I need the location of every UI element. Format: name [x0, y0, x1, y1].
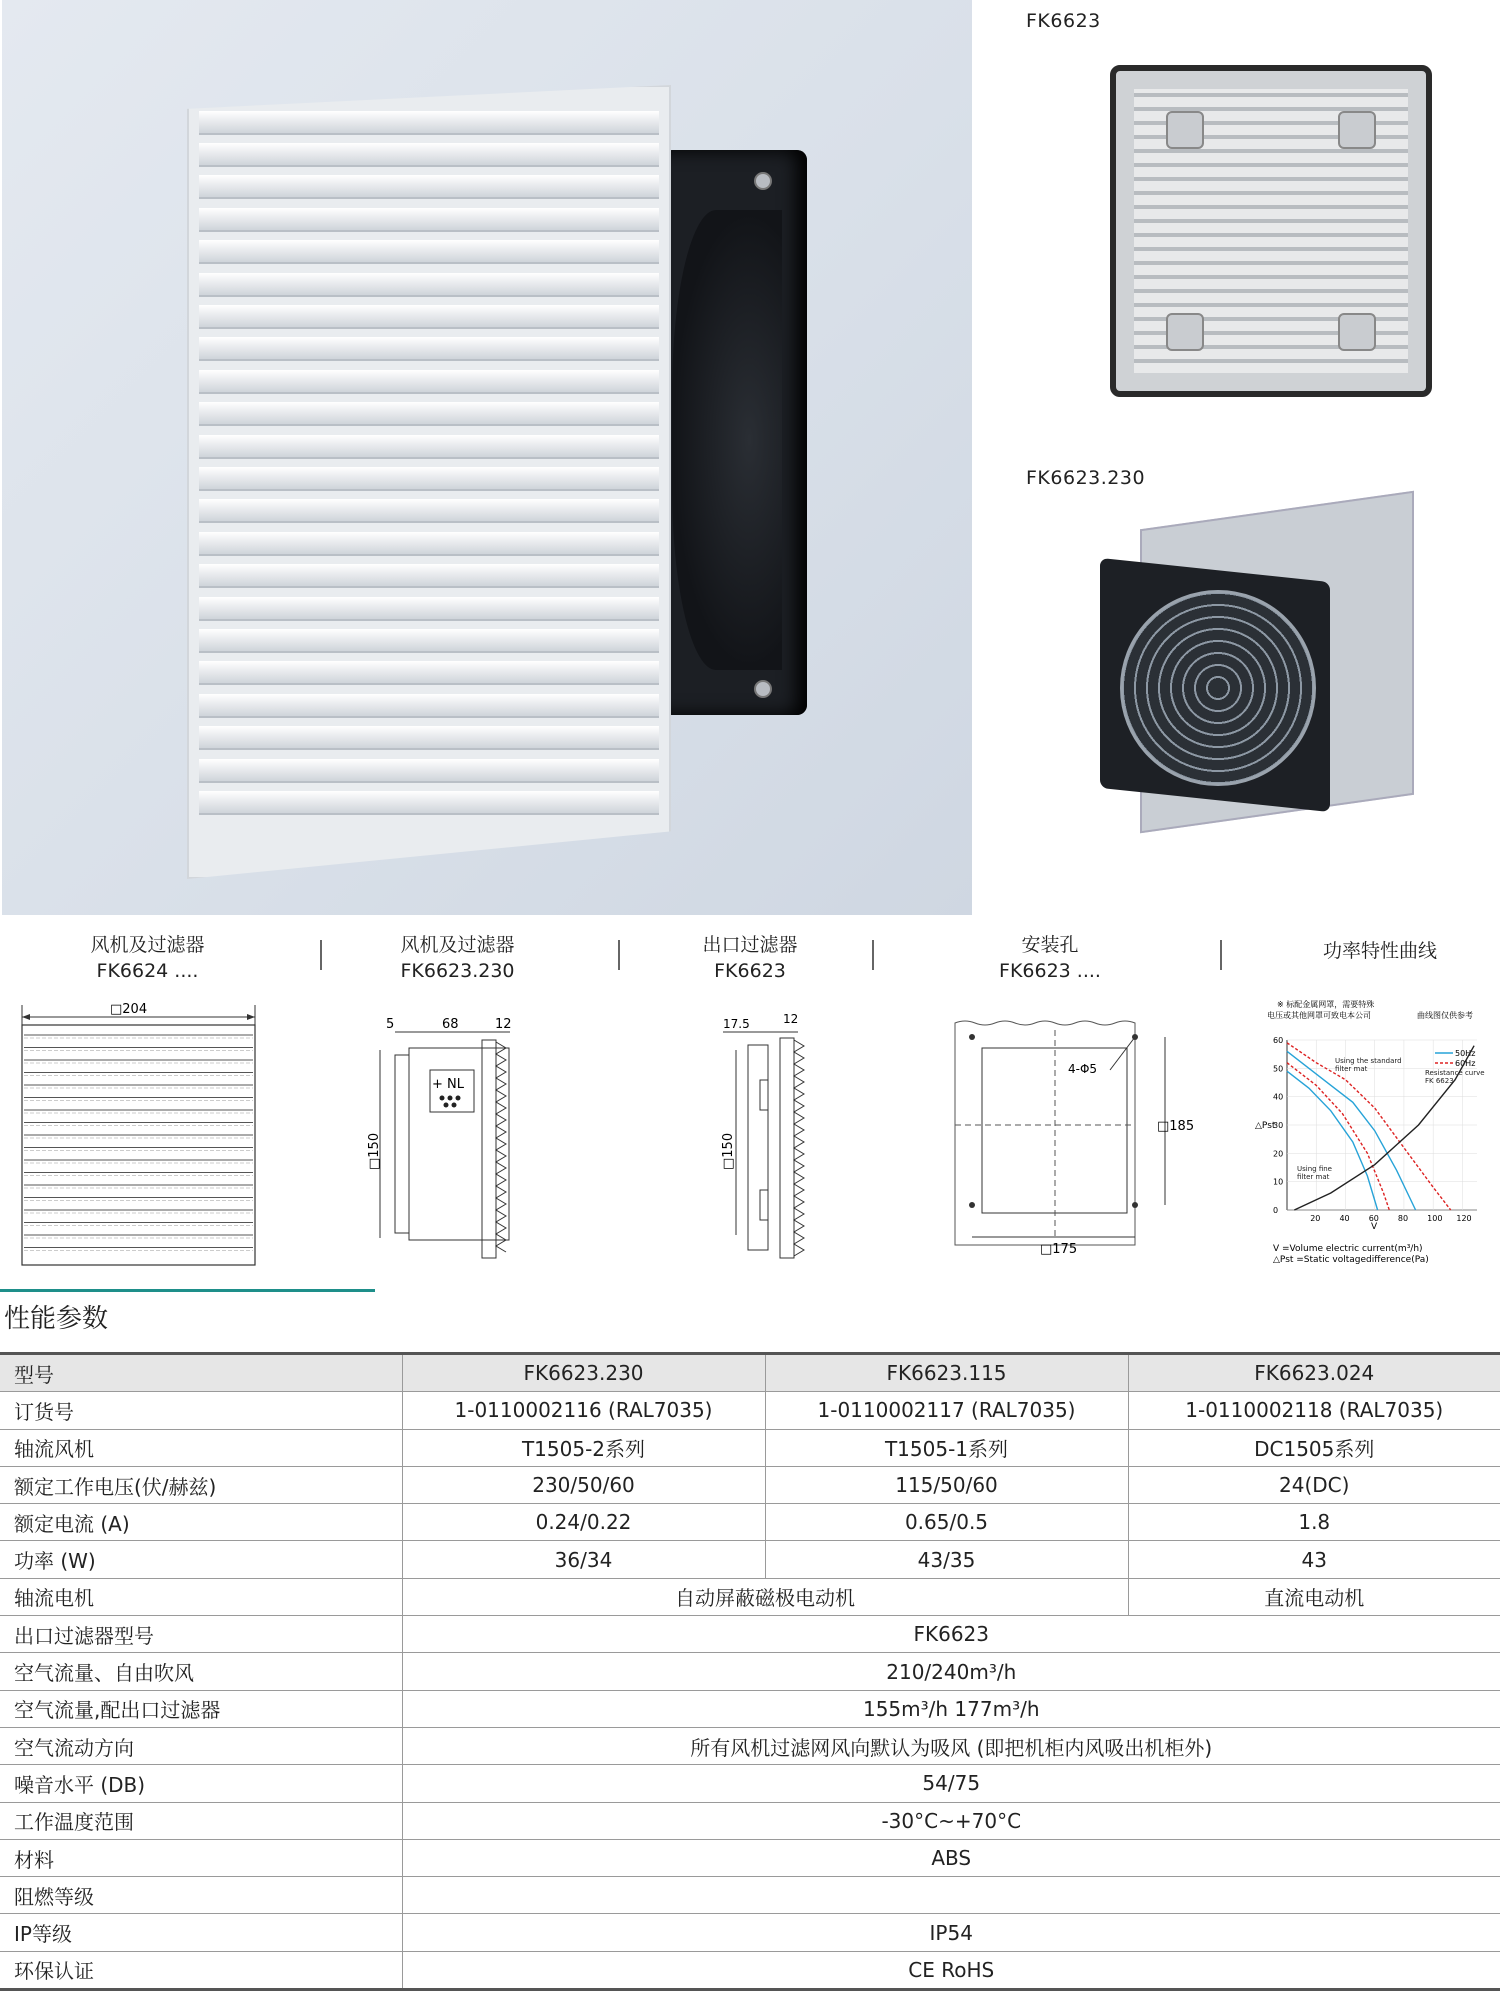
hole-icon: [1132, 1202, 1138, 1208]
screw-icon: [754, 680, 772, 698]
louvered-grille: [187, 85, 671, 879]
divider: [1220, 940, 1222, 970]
cell-value: CE RoHS: [402, 1951, 1500, 1989]
table-row: [0, 1392, 1500, 1429]
dim-204: □204: [110, 1002, 148, 1017]
grille-frame: [780, 1038, 794, 1258]
dim-12: 12: [783, 1012, 799, 1026]
curve-note: 曲线图仅供参考: [1417, 1011, 1473, 1020]
mount-tab: [1338, 111, 1376, 149]
drawing-name: 风机及过滤器: [400, 934, 515, 956]
louver-slat: [199, 370, 660, 394]
terminal-label: + NL: [432, 1077, 464, 1092]
drawing-title-2: [375, 932, 540, 984]
cell-230: 230/50/60: [402, 1466, 765, 1503]
terminal-pin: [452, 1103, 457, 1108]
row-label: 环保认证: [0, 1951, 402, 1989]
y-tick-label: 0: [1273, 1206, 1279, 1215]
arrow-icon: [22, 1014, 30, 1020]
x-tick-label: 80: [1397, 1214, 1409, 1223]
cell-value: -30°C~+70°C: [402, 1802, 1500, 1839]
table-row: [0, 1802, 1500, 1839]
std-mat-note: Using the standard filter mat: [1335, 1057, 1402, 1073]
drawing-outlet-filter: [708, 1010, 818, 1270]
cell-value: FK6623: [402, 1616, 1500, 1653]
drawing-title-5: [1300, 938, 1460, 964]
y-tick-label: 50: [1273, 1064, 1284, 1074]
terminal-pin: [456, 1096, 461, 1101]
divider: [320, 940, 322, 970]
table-row: [0, 1877, 1500, 1914]
fan-blade: [672, 210, 782, 670]
y-tick-label: 10: [1273, 1177, 1284, 1187]
louver-slat: [199, 273, 660, 297]
fan-plate: [395, 1055, 409, 1233]
louver-slat: [199, 661, 660, 685]
grille-outline: [22, 1025, 255, 1265]
divider: [872, 940, 874, 970]
table-row: [0, 1653, 1500, 1690]
row-label: 噪音水平 (DB): [0, 1765, 402, 1802]
drawing-name: 风机及过滤器: [90, 934, 205, 956]
drawing-title-4: [975, 932, 1125, 984]
x-tick-label: 100: [1427, 1214, 1443, 1223]
x-tick-label: 60: [1368, 1214, 1379, 1223]
row-label: 额定工作电压(伏/赫兹): [0, 1466, 402, 1503]
louver-slat: [199, 694, 660, 718]
louver-slat: [199, 597, 660, 621]
cell-115: 115/50/60: [765, 1466, 1128, 1503]
row-label: 空气流动方向: [0, 1727, 402, 1764]
dim-185: □185: [1157, 1119, 1195, 1134]
mount-tab: [1166, 313, 1204, 351]
drawing-side-fan: [367, 1010, 530, 1270]
table-row: [0, 1951, 1500, 1989]
row-label: 空气流量、自由吹风: [0, 1653, 402, 1690]
table-row: [0, 1765, 1500, 1802]
dim-12: 12: [495, 1017, 512, 1032]
hole-icon: [969, 1034, 975, 1040]
cell-value: 155m³/h 177m³/h: [402, 1690, 1500, 1727]
cell-024: 1.8: [1128, 1504, 1500, 1541]
filter-plate: [748, 1045, 768, 1250]
curve-footnote: △Pst =Static voltagedifference(Pa): [1273, 1255, 1429, 1265]
header-model-115: FK6623.115: [765, 1354, 1128, 1392]
cell-value: 54/75: [402, 1765, 1500, 1802]
terminal-pin: [448, 1096, 453, 1101]
louver-slat: [199, 759, 660, 783]
louver-slat: [199, 467, 660, 491]
section-accent-line: [0, 1289, 375, 1292]
curve-footnote: V =Volume electric current(m³/h): [1273, 1244, 1423, 1254]
x-tick-label: 120: [1456, 1214, 1472, 1223]
row-label: 轴流风机: [0, 1429, 402, 1466]
dim-5: 5: [386, 1017, 395, 1032]
louver-slat: [199, 726, 660, 750]
dim-68: 68: [442, 1017, 459, 1032]
row-label: 空气流量,配出口过滤器: [0, 1690, 402, 1727]
dim-175: □175: [1040, 1242, 1078, 1257]
grille-frame: [482, 1040, 496, 1258]
louver-slat: [199, 629, 660, 653]
louver-slat: [199, 240, 660, 264]
y-tick-label: 40: [1273, 1092, 1284, 1102]
cell-value: ABS: [402, 1839, 1500, 1876]
y-tick-label: 20: [1273, 1149, 1284, 1159]
legend-50hz: 50Hz: [1455, 1049, 1476, 1058]
fan-photo-label: FK6623.230: [1026, 467, 1146, 489]
hole-icon: [969, 1202, 975, 1208]
cell-024: 24(DC): [1128, 1466, 1500, 1503]
louver-slat: [199, 564, 660, 588]
filter-photo-label: FK6623: [1026, 10, 1101, 32]
curve-note: 电压或其他网罩可致电本公司: [1267, 1011, 1371, 1020]
cell-115: 0.65/0.5: [765, 1504, 1128, 1541]
cell-230: 36/34: [402, 1541, 765, 1578]
row-label: 轴流电机: [0, 1578, 402, 1615]
dim-150: □150: [367, 1132, 382, 1170]
cell-024: DC1505系列: [1128, 1429, 1500, 1466]
cell-230: T1505-2系列: [402, 1429, 765, 1466]
drawing-name: 安装孔: [1021, 934, 1079, 956]
grille-sawtooth: [496, 1042, 506, 1252]
drawing-model: FK6623: [714, 960, 786, 982]
clip: [760, 1190, 768, 1220]
louver-slat: [199, 402, 660, 426]
drawing-front-grille: [10, 995, 265, 1270]
product-photo-outlet-filter: [1110, 65, 1432, 397]
row-label: 订货号: [0, 1392, 402, 1429]
row-label: 材料: [0, 1839, 402, 1876]
spec-table: [0, 1352, 1500, 1991]
performance-curve-chart: [1255, 995, 1500, 1275]
row-label: 出口过滤器型号: [0, 1616, 402, 1653]
drawing-model: FK6623.230: [400, 960, 515, 982]
table-row: [0, 1541, 1500, 1578]
product-photo-fan-230: [1100, 510, 1410, 820]
cell-230: 0.24/0.22: [402, 1504, 765, 1541]
legend-60hz: 60Hz: [1455, 1059, 1476, 1068]
row-label: 工作温度范围: [0, 1802, 402, 1839]
louver-slat: [199, 791, 660, 815]
louver-slat: [199, 175, 660, 199]
dim-hole: 4-Φ5: [1068, 1062, 1098, 1076]
row-label: 阻燃等级: [0, 1877, 402, 1914]
table-row: [0, 1914, 1500, 1951]
x-tick-label: 40: [1339, 1214, 1350, 1223]
cell-value: [402, 1877, 1500, 1914]
curve-note: ※ 标配金属网罩，需要特殊: [1277, 1000, 1375, 1009]
cell-024: 1-0110002118 (RAL7035): [1128, 1392, 1500, 1429]
dim-150: □150: [721, 1132, 736, 1170]
louver-slat: [199, 435, 660, 459]
terminal-pin: [444, 1103, 449, 1108]
cell-value: IP54: [402, 1914, 1500, 1951]
cell-115: 1-0110002117 (RAL7035): [765, 1392, 1128, 1429]
drawing-title-1: [65, 932, 230, 984]
x-tick-label: 20: [1310, 1214, 1321, 1223]
row-label: IP等级: [0, 1914, 402, 1951]
y-tick-label: 60: [1273, 1036, 1284, 1045]
louver-slat: [199, 305, 660, 329]
louver-slat: [199, 208, 660, 232]
cell-115: T1505-1系列: [765, 1429, 1128, 1466]
mount-tab: [1166, 111, 1204, 149]
y-axis-label: △Pst: [1255, 1121, 1276, 1131]
dim-17-5: 17.5: [723, 1017, 750, 1031]
drawing-model: FK6623 ....: [999, 960, 1101, 982]
table-row: [0, 1727, 1500, 1764]
row-label: 额定电流 (A): [0, 1504, 402, 1541]
section-title: 性能参数: [4, 1304, 109, 1334]
mount-tab: [1338, 313, 1376, 351]
louver-slat: [199, 111, 660, 135]
clip: [760, 1080, 768, 1110]
cell-115: 43/35: [765, 1541, 1128, 1578]
louver-slat: [199, 143, 660, 167]
cell-ac-motor: 自动屏蔽磁极电动机: [402, 1578, 1128, 1615]
table-row: [0, 1690, 1500, 1727]
cell-dc-motor: 直流电动机: [1128, 1578, 1500, 1615]
screw-icon: [754, 172, 772, 190]
divider: [618, 940, 620, 970]
table-row: [0, 1504, 1500, 1541]
header-model-230: FK6623.230: [402, 1354, 765, 1392]
louver-slat: [199, 499, 660, 523]
cell-value: 所有风机过滤网风向默认为吸风 (即把机柜内风吸出机柜外): [402, 1727, 1500, 1764]
grille-sawtooth: [794, 1040, 804, 1256]
y-tick-label: 30: [1273, 1121, 1284, 1130]
cell-value: 210/240m³/h: [402, 1653, 1500, 1690]
row-label: 功率 (W): [0, 1541, 402, 1578]
x-axis-label: V: [1371, 1222, 1378, 1232]
louver-slat: [199, 337, 660, 361]
table-header-row: [0, 1354, 1500, 1392]
drawing-mounting-hole: [950, 1015, 1195, 1255]
header-model-024: FK6623.024: [1128, 1354, 1500, 1392]
terminal-pin: [440, 1096, 445, 1101]
cell-024: 43: [1128, 1541, 1500, 1578]
drawing-name: 功率特性曲线: [1322, 940, 1437, 962]
fan-guard-icon: [1120, 590, 1316, 786]
resistance-note: Resistance curve FK 6623: [1425, 1069, 1485, 1085]
drawing-model: FK6624 ....: [96, 960, 199, 982]
table-row: [0, 1616, 1500, 1653]
table-row: [0, 1429, 1500, 1466]
cell-230: 1-0110002116 (RAL7035): [402, 1392, 765, 1429]
arrow-icon: [247, 1014, 255, 1020]
table-row: [0, 1466, 1500, 1503]
drawing-title-3: [675, 932, 825, 984]
louver-slat: [199, 532, 660, 556]
drawing-name: 出口过滤器: [702, 934, 798, 956]
table-row: [0, 1839, 1500, 1876]
product-photo-fan-filter: [2, 0, 972, 915]
fine-mat-note: Using fine filter mat: [1297, 1165, 1332, 1181]
header-label: 型号: [0, 1354, 402, 1392]
table-row: [0, 1578, 1500, 1615]
